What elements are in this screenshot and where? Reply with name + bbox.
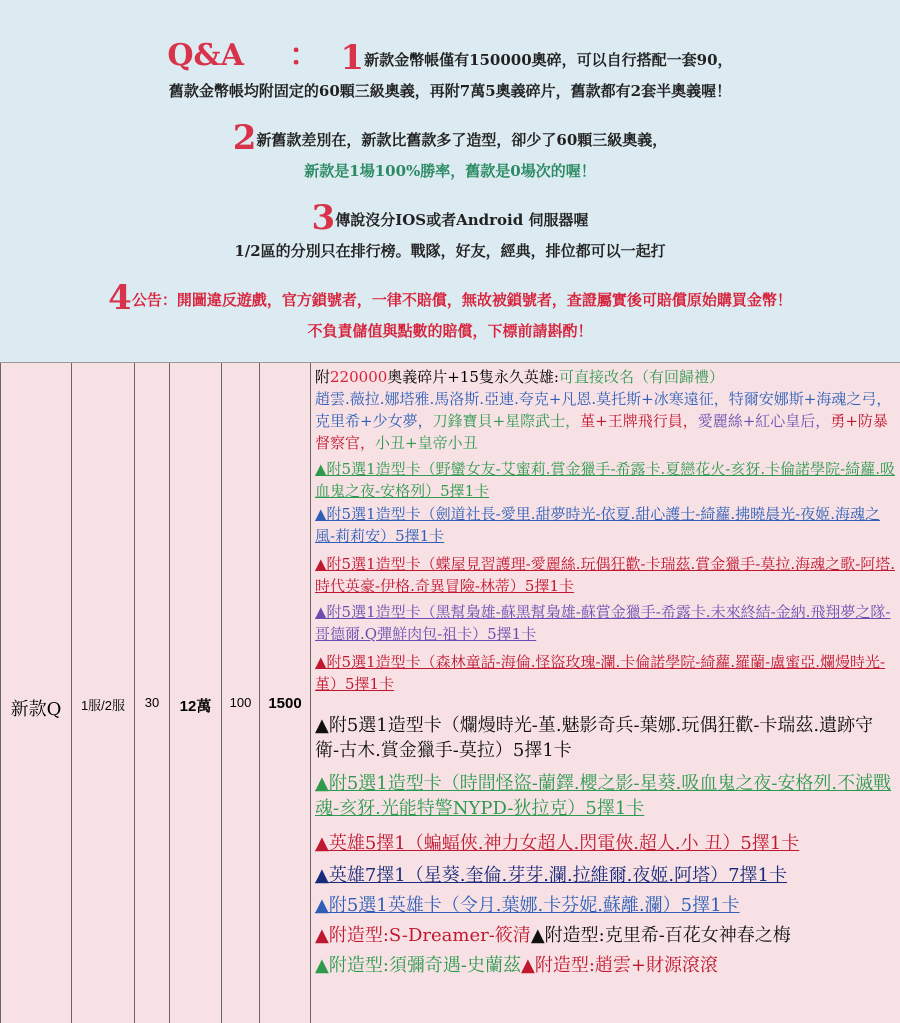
qa-num-3: 3 — [311, 198, 336, 238]
heroes-1: 趙雲.薇拉.娜塔雅.馬洛斯.亞連.夸克+凡恩.莫托斯+冰寒遠征，特爾安娜斯+海魂之弓， — [315, 390, 892, 408]
skin-1b: ▲附造型:克里希-百花女神春之梅 — [530, 925, 791, 946]
row-c4: 12萬 — [179, 698, 212, 715]
qa-num-2: 2 — [232, 118, 257, 158]
card-big-3: ▲英雄5擇1（蝙蝠俠.神力女超人.閃電俠.超人.小 丑）5擇1卡 — [315, 833, 800, 854]
qa-item-2-line2: 新款是1場100%勝率，舊款是0場次的喔！ — [304, 162, 596, 180]
card-big-1: ▲附5選1造型卡（爛熳時光-堇.魅影奇兵-葉娜.玩偶狂歡-卡瑞茲.遺跡守衛-古木.賞金獵手-莫拉）5擇1卡 — [315, 715, 874, 761]
skin-2a: ▲附造型:須彌奇遇-史蘭茲 — [315, 955, 521, 976]
qa-item-3-line2: 1/2區的分別只在排行榜。戰隊，好友，經典，排位都可以一起打 — [234, 242, 666, 260]
hero-list — [315, 388, 897, 454]
qa-colon: ： — [289, 38, 320, 73]
qa-title: Q&A — [167, 38, 244, 73]
heroes-7: 小丑+皇帝小丑 — [375, 434, 478, 452]
heroes-6: 勇+防暴督察官， — [315, 412, 888, 452]
qa-item-4-line1 — [0, 278, 900, 318]
heroes-3: 刀鋒寶貝+星際武士， — [432, 412, 581, 430]
card-1: ▲附5選1造型卡（野蠻女友-艾蜜莉.賞金獵手-希露卡.夏戀花火-亥犽.卡倫諾學院-綺蘿.吸血鬼之夜-安格列）5擇1卡 — [315, 460, 895, 500]
row-c3: 30 — [144, 695, 160, 710]
cell-description — [311, 363, 900, 1023]
card-3: ▲附5選1造型卡（蝶屋見習護理-愛麗絲.玩偶狂歡-卡瑞茲.賞金獵手-莫拉.海魂之歌-阿塔.時代英豪-伊格.奇異冒險-林蒂）5擇1卡 — [315, 555, 895, 595]
intro-a: 附 — [315, 368, 331, 386]
card-5: ▲附5選1造型卡（森林童話-海倫.怪盜玫瑰-瀾.卡倫諾學院-綺蘿.羅蘭-盧蜜亞.爛熳時光-堇）5擇1卡 — [315, 653, 886, 693]
heroes-4: 堇+王牌飛行員， — [580, 412, 698, 430]
skin-line-2 — [315, 953, 897, 978]
card-4: ▲附5選1造型卡（黑幫梟雄-蘇黑幫梟雄-蘇賞金獵手-希露卡.未來終結-金納.飛翔夢之隊-哥德爾.Q彈鮮肉包-祖卡）5擇1卡 — [315, 603, 891, 643]
card-big-4: ▲英雄7擇1（星葵.奎倫.芽芽.瀾.拉維爾.夜姬.阿塔）7擇1卡 — [315, 865, 787, 886]
qa-text: 公告：開圖違反遊戲，官方鎖號者，一律不賠償，無故被鎖號者，查證屬實後可賠償原始購買金幣！ — [131, 291, 792, 309]
qa-num-1: 1 — [340, 38, 365, 78]
qa-text: 新舊款差別在，新款比舊款多了造型，卻少了60顆三級奧義， — [256, 131, 668, 149]
card-big-5: ▲附5選1英雄卡（令月.葉娜.卡芬妮.蘇離.瀾）5擇1卡 — [315, 895, 740, 916]
skin-1a: ▲附造型:S-Dreamer-筱清 — [315, 925, 531, 946]
intro-b: 奧義碎片+15隻永久英雄: — [387, 368, 559, 386]
qa-item-4-line2: 不負責儲值與點數的賠償，下標前請斟酌！ — [307, 322, 593, 340]
qa-item-2-line1 — [0, 118, 900, 158]
cell-name — [0, 363, 72, 1023]
card-big-2: ▲附5選1造型卡（時間怪盜-蘭鐸.櫻之影-星葵.吸血鬼之夜-安格列.不滅戰魂-亥犽.光能特警NYPD-狄拉克）5擇1卡 — [315, 773, 892, 819]
qa-item-3-line1 — [0, 198, 900, 238]
intro-num: 220000 — [330, 368, 388, 386]
cell-c3 — [135, 363, 170, 1023]
skin-2b: ▲附造型:趙雲+財源滾滾 — [521, 955, 718, 976]
cell-server — [72, 363, 135, 1023]
qa-num-4: 4 — [108, 278, 132, 318]
qa-item-1-line1 — [0, 30, 900, 78]
heroes-5: 愛麗絲+紅心皇后， — [697, 412, 831, 430]
intro-line — [315, 366, 897, 388]
intro-c: 可直接改名（有回歸禮） — [559, 368, 725, 386]
row-name: 新款Q — [10, 699, 62, 720]
cell-c5 — [222, 363, 260, 1023]
qa-panel — [0, 0, 900, 363]
qa-item-1-line2: 舊款金幣帳均附固定的60顆三級奧義，再附7萬5奧義碎片，舊款都有2套半奧義喔！ — [168, 82, 732, 100]
card-2: ▲附5選1造型卡（劍道社長-愛里.甜夢時光-依夏.甜心護士-綺蘿.拂曉晨光-夜姬.海魂之風-莉莉安）5擇1卡 — [315, 505, 880, 545]
qa-text: 傳說沒分IOS或者Android 伺服器喔 — [335, 211, 589, 229]
cell-c6 — [260, 363, 311, 1023]
row-c6: 1500 — [268, 695, 302, 712]
skin-line-1 — [315, 923, 897, 948]
row-c5: 100 — [229, 695, 252, 710]
cell-c4 — [170, 363, 222, 1023]
row-server: 1服/2服 — [80, 698, 126, 713]
heroes-2: 克里希+少女夢， — [315, 412, 433, 430]
qa-text: 新款金幣帳僅有150000奧碎，可以自行搭配一套90， — [364, 51, 733, 69]
listing-row — [0, 363, 900, 1023]
